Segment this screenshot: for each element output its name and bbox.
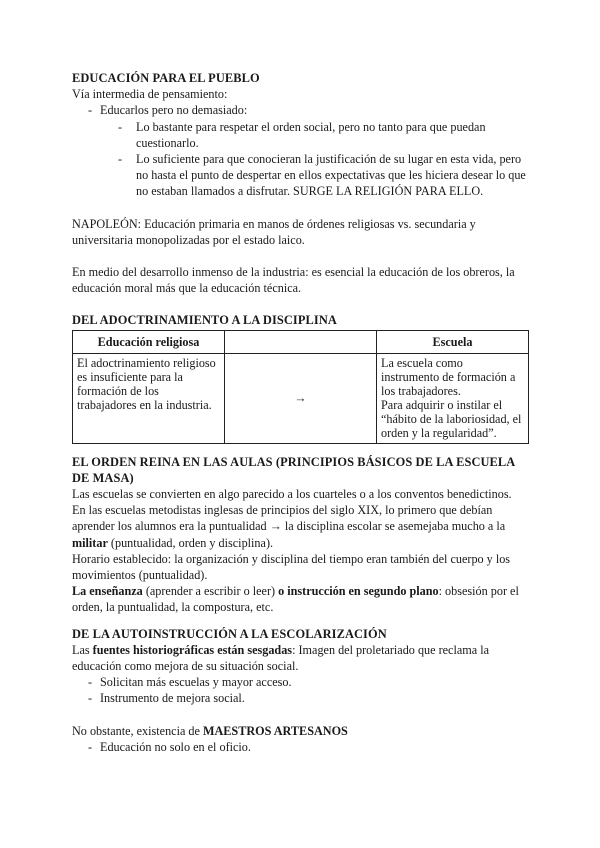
table-cell-religiosa: El adoctrinamiento religioso es insuficiente para la formación de los trabajadores en la industria. bbox=[73, 353, 225, 443]
table-cell-escuela bbox=[377, 353, 529, 443]
document-page bbox=[72, 70, 528, 755]
cell-text: Para adquirir o instilar el “hábito de la laboriosidad, el orden y la regularidad”. bbox=[381, 397, 522, 440]
paragraph bbox=[72, 583, 528, 615]
bold-text: La enseñanza bbox=[72, 584, 143, 599]
section-title-orden-aulas: EL ORDEN REINA EN LAS AULAS (PRINCIPIOS BÁSICOS DE LA ESCUELA DE MASA) bbox=[72, 454, 515, 485]
bold-text: MAESTROS ARTESANOS bbox=[202, 723, 348, 738]
section-title-autoinstruccion: DE LA AUTOINSTRUCCIÓN A LA ESCOLARIZACIÓN bbox=[72, 626, 387, 641]
paragraph-napoleon: NAPOLEÓN: Educación primaria en manos de órdenes religiosas vs. secundaria y universitaria monopolizadas por el estado laico. bbox=[72, 216, 476, 247]
list-item: - Lo suficiente para que conocieran la justificación de su lugar en esta vida, pero no hasta el punto de despertar en ellos expectativas que les hiciera desear lo que no estaban llamados a disfrutar. SURGE LA RELIGIÓN PARA ELLO. bbox=[72, 151, 528, 200]
table-header-row bbox=[73, 330, 529, 353]
bold-text: o instrucción en segundo plano bbox=[278, 584, 439, 599]
paragraph-industria: En medio del desarrollo inmenso de la industria: es esencial la educación de los obreros, la educación moral más que la educación técnica. bbox=[72, 265, 515, 296]
text-run: En las escuelas metodistas inglesas de principios del siglo XIX, lo primero que debían aprender los alumnos era la puntualidad → la disciplina escolar se asemejaba mucho a la bbox=[72, 503, 506, 534]
paragraph-intro: Vía intermedia de pensamiento: bbox=[72, 87, 228, 102]
text-run: No obstante, existencia de bbox=[72, 723, 203, 738]
text-run: (puntualidad, orden y disciplina). bbox=[107, 535, 274, 550]
text-run: Las bbox=[72, 642, 93, 657]
list-item: - Solicitan más escuelas y mayor acceso. bbox=[72, 674, 528, 690]
table-row bbox=[73, 353, 529, 443]
bullet-list bbox=[72, 674, 528, 706]
list-item: - Instrumento de mejora social. bbox=[72, 690, 528, 706]
cell-text: La escuela como instrumento de formación a los trabajadores. bbox=[381, 355, 516, 398]
comparison-table bbox=[72, 330, 529, 444]
text-run: (aprender a escribir o leer) bbox=[142, 584, 279, 599]
sub-bullet-list bbox=[72, 119, 528, 200]
paragraph bbox=[72, 502, 528, 551]
bullet-list bbox=[72, 102, 528, 118]
arrow-icon: → bbox=[225, 353, 377, 443]
text-run: : Imagen del proletariado que reclama la educación como mejora de su situación social. bbox=[72, 642, 489, 674]
paragraph bbox=[72, 723, 528, 739]
bold-text: militar bbox=[72, 535, 108, 550]
text-run: : obsesión por el orden, la puntualidad, la compostura, etc. bbox=[72, 584, 519, 615]
table-header-educacion-religiosa: Educación religiosa bbox=[73, 330, 225, 353]
section-title-educacion-pueblo: EDUCACIÓN PARA EL PUEBLO bbox=[72, 71, 260, 85]
paragraph: Horario establecido: la organización y disciplina del tiempo eran también del cuerpo y los movimientos (puntualidad). bbox=[72, 551, 511, 583]
table-header-empty bbox=[225, 330, 377, 353]
bullet-list bbox=[72, 739, 528, 755]
section-title-adoctrinamiento: DEL ADOCTRINAMIENTO A LA DISCIPLINA bbox=[72, 313, 337, 328]
bold-text: fuentes historiográficas están sesgadas bbox=[92, 642, 293, 657]
list-item: - Lo bastante para respetar el orden social, pero no tanto para que puedan cuestionarlo. bbox=[72, 119, 528, 151]
table-header-escuela: Escuela bbox=[377, 330, 529, 353]
paragraph bbox=[72, 642, 528, 674]
paragraph: Las escuelas se convierten en algo parecido a los cuarteles o a los conventos benedictinos. bbox=[72, 487, 512, 502]
list-item: - Educarlos pero no demasiado: bbox=[72, 102, 528, 118]
list-item: - Educación no solo en el oficio. bbox=[72, 739, 528, 755]
